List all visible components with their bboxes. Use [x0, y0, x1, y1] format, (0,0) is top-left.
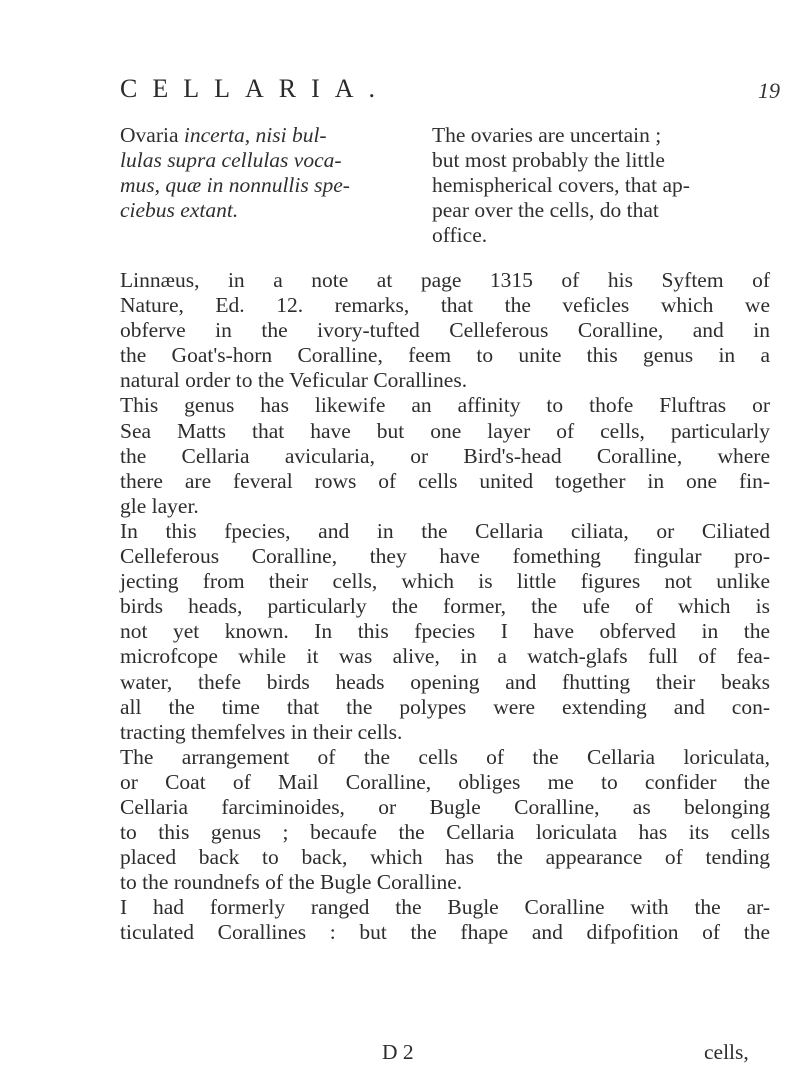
- body-line: tracting themfelves in their cells.: [120, 719, 403, 744]
- body-line: Nature, Ed. 12. remarks, that the veficles which we: [120, 293, 770, 318]
- catchword: cells,: [704, 1040, 749, 1064]
- body-line: ticulated Corallines : but the fhape and difpofition of the: [120, 920, 770, 945]
- body-line: placed back to back, which has the appearance of tending: [120, 845, 770, 870]
- body-line: the Cellaria avicularia, or Bird's-head Coralline, where: [120, 443, 770, 468]
- running-title: CELLARIA.: [120, 74, 391, 103]
- body-line: to this genus ; becaufe the Cellaria loriculata has its cells: [120, 820, 770, 845]
- body-line: This genus has likewife an affinity to thofe Fluftras or: [120, 393, 770, 418]
- latin-line: mus, quæ in nonnullis spe-: [120, 173, 350, 197]
- body-line: I had formerly ranged the Bugle Coralline with the ar-: [120, 895, 770, 920]
- body-line: Linnæus, in a note at page 1315 of his Syftem of: [120, 268, 770, 292]
- english-line: hemispherical covers, that ap-: [432, 173, 690, 197]
- body-line: Celleferous Coralline, they have fomething fingular pro-: [120, 544, 770, 569]
- page-number: 19: [758, 78, 780, 103]
- body-line: there are feveral rows of cells united together in one fin-: [120, 468, 770, 493]
- body-line: Cellaria farciminoides, or Bugle Coralline, as belonging: [120, 794, 770, 819]
- body-line: birds heads, particularly the former, the ufe of which is: [120, 594, 770, 619]
- body-line: Sea Matts that have but one layer of cells, particularly: [120, 418, 770, 443]
- body-text: [120, 268, 770, 946]
- body-line: water, thefe birds heads opening and fhutting their beaks: [120, 669, 770, 694]
- latin-line: lulas supra cellulas voca-: [120, 148, 342, 172]
- body-line: to the roundnefs of the Bugle Coralline.: [120, 870, 463, 895]
- english-line: pear over the cells, do that: [432, 198, 659, 222]
- body-line: or Coat of Mail Coralline, obliges me to confider the: [120, 769, 770, 794]
- latin-line: Ovaria incerta, nisi bul-: [120, 123, 327, 147]
- latin-note: [120, 123, 390, 223]
- body-line: microfcope while it was alive, in a watch-glafs full of fea-: [120, 644, 770, 669]
- signature-mark: D 2: [382, 1040, 414, 1064]
- english-line: The ovaries are uncertain ;: [432, 123, 662, 147]
- body-line: obferve in the ivory-tufted Celleferous Coralline, and in: [120, 318, 770, 343]
- body-line: the Goat's-horn Coralline, feem to unite this genus in a: [120, 343, 770, 368]
- body-line: The arrangement of the cells of the Cellaria loriculata,: [120, 744, 770, 769]
- body-line: not yet known. In this fpecies I have obferved in the: [120, 619, 770, 644]
- body-line: natural order to the Veficular Corallines.: [120, 368, 468, 393]
- latin-line: ciebus extant.: [120, 198, 239, 222]
- english-line: but most probably the little: [432, 148, 665, 172]
- body-line: gle layer.: [120, 493, 199, 518]
- body-line: all the time that the polypes were extending and con-: [120, 694, 770, 719]
- english-note: [432, 123, 772, 248]
- english-line: office.: [432, 223, 488, 247]
- body-line: In this fpecies, and in the Cellaria ciliata, or Ciliated: [120, 518, 770, 543]
- body-line: jecting from their cells, which is little figures not unlike: [120, 569, 770, 594]
